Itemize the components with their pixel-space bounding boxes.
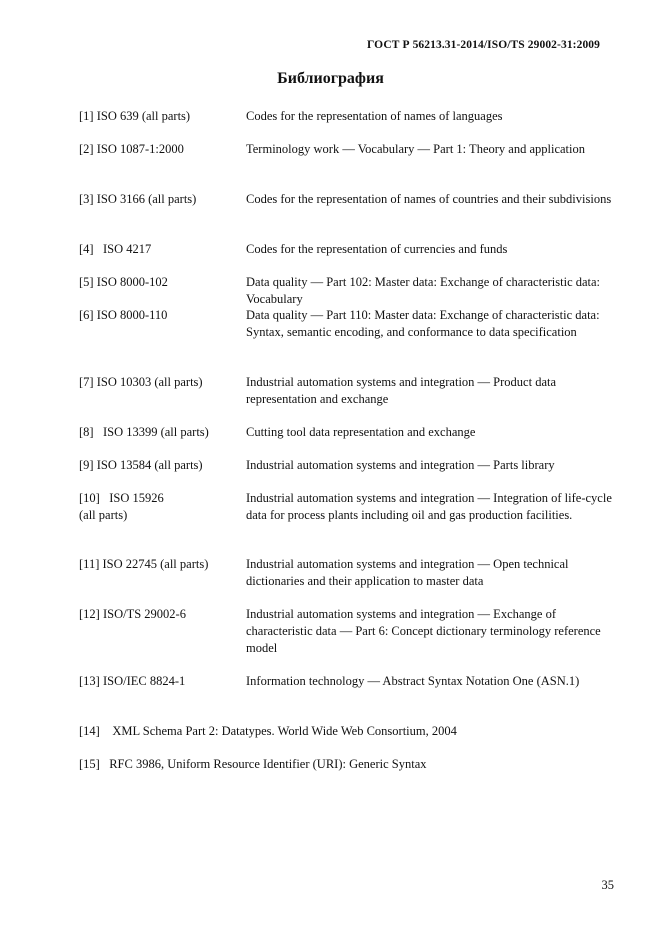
standard-code-header: ГОСТ Р 56213.31-2014/ISO/TS 29002-31:2009	[367, 39, 600, 51]
page-number: 35	[601, 878, 614, 892]
entry-description: Data quality — Part 110: Master data: Exchange of characteristic data: Syntax, semantic encoding, and conformance to data specification	[246, 308, 600, 339]
entry-reference: [9] ISO 13584 (all parts)	[79, 458, 203, 472]
entry-reference: [7] ISO 10303 (all parts)	[79, 375, 203, 389]
entry-reference: [8] ISO 13399 (all parts)	[79, 425, 209, 439]
page-title: Библиография	[277, 70, 384, 87]
entry-reference: [2] ISO 1087-1:2000	[79, 142, 184, 156]
entry-reference: [10] ISO 15926 (all parts)	[79, 491, 164, 522]
entry-description: Information technology — Abstract Syntax Notation One (ASN.1)	[246, 674, 580, 688]
entry-description: Terminology work — Vocabulary — Part 1: Theory and application	[246, 142, 585, 156]
entry-reference: [12] ISO/TS 29002-6	[79, 607, 186, 621]
entry-reference: [3] ISO 3166 (all parts)	[79, 192, 197, 206]
entry-description: Codes for the representation of currencies and funds	[246, 242, 508, 256]
entry-reference: [1] ISO 639 (all parts)	[79, 109, 191, 123]
entry-full-text: [15] RFC 3986, Uniform Resource Identifier (URI): Generic Syntax	[79, 757, 427, 771]
entry-reference: [13] ISO/IEC 8824-1	[79, 674, 186, 688]
entry-description: Codes for the representation of names of countries and their subdivisions	[246, 192, 612, 206]
entry-description: Codes for the representation of names of languages	[246, 109, 503, 123]
entry-reference: [5] ISO 8000-102	[79, 275, 168, 289]
entry-description: Industrial automation systems and integration — Open technical dictionaries and their application to master data	[246, 557, 569, 588]
entry-description: Industrial automation systems and integration — Product data representation and exchange	[246, 375, 557, 406]
entry-description: Data quality — Part 102: Master data: Exchange of characteristic data: Vocabulary	[246, 275, 601, 306]
entry-reference: [4] ISO 4217	[79, 242, 152, 256]
entry-reference: [6] ISO 8000-110	[79, 308, 168, 322]
entry-description: Industrial automation systems and integration — Exchange of characteristic data — Part 6: Concept dictionary terminology reference model	[246, 607, 601, 655]
entry-reference: [11] ISO 22745 (all parts)	[79, 557, 209, 571]
entry-description: Industrial automation systems and integration — Integration of life-cycle data for process plants including oil and gas production facilities.	[246, 491, 612, 522]
entry-description: Industrial automation systems and integration — Parts library	[246, 458, 555, 472]
entry-full-text: [14] XML Schema Part 2: Datatypes. World Wide Web Consortium, 2004	[79, 724, 457, 738]
entry-description: Cutting tool data representation and exchange	[246, 425, 476, 439]
